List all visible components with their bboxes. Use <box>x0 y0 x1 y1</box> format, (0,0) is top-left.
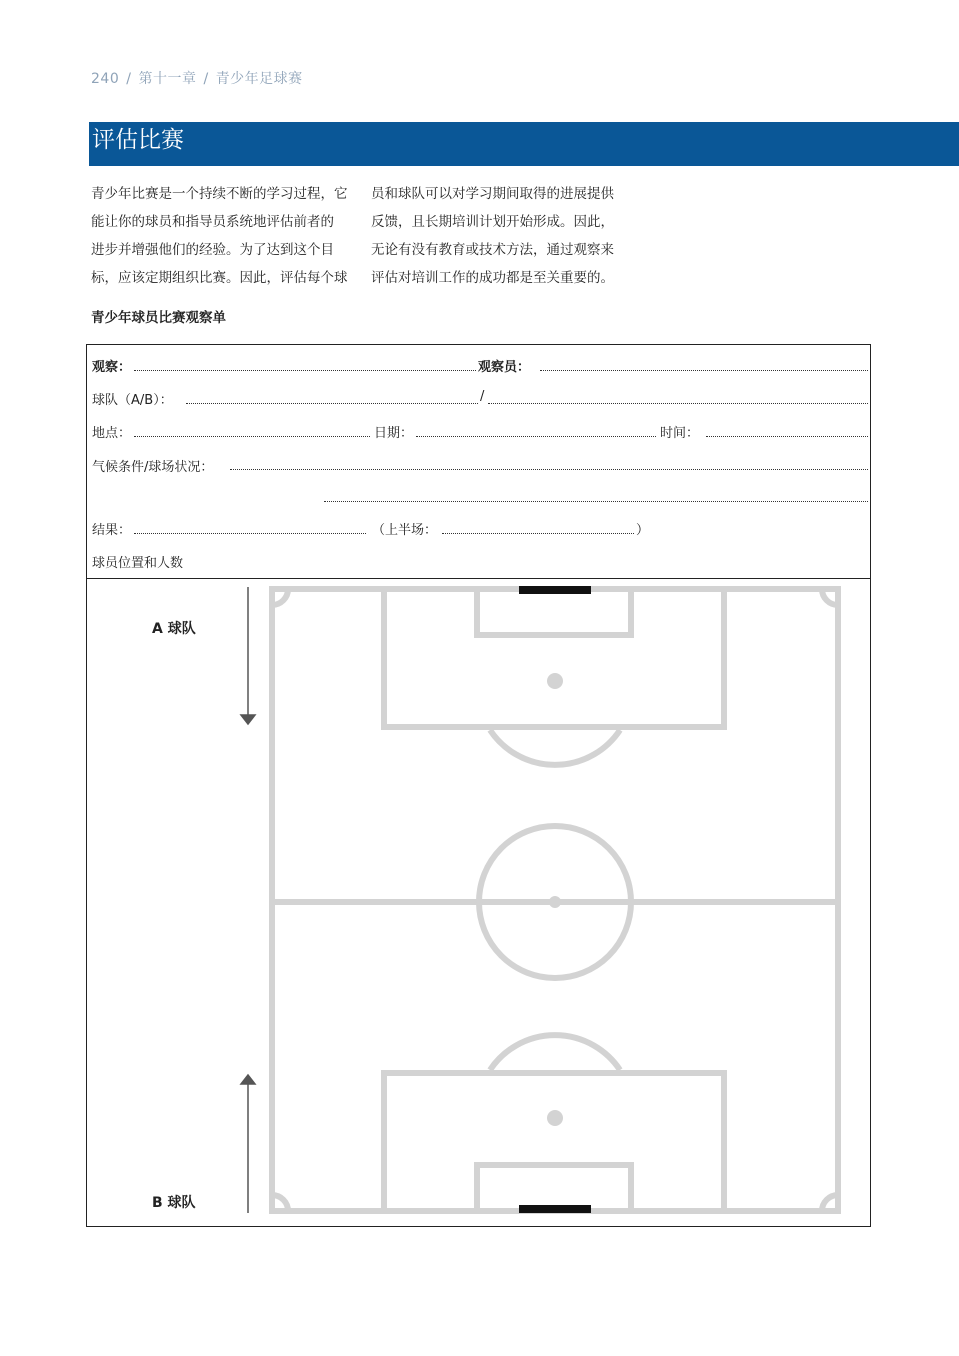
team-b-arrow-head <box>241 1075 255 1084</box>
team-a-arrow-head <box>241 715 255 724</box>
top-goal <box>519 586 591 594</box>
team-slash: / <box>480 389 485 404</box>
intro-line: 反馈，且长期培训计划开始形成。因此， <box>371 214 614 230</box>
date-field[interactable] <box>416 436 656 437</box>
section-banner <box>89 122 959 166</box>
top-penalty-area <box>384 589 724 727</box>
soccer-pitch-diagram <box>86 579 871 1227</box>
halftime-field[interactable] <box>442 533 634 534</box>
time-label: 时间： <box>660 426 700 441</box>
result-label: 结果： <box>92 523 132 538</box>
top-penalty-spot <box>547 673 563 689</box>
team-label: 球队（A/B）： <box>92 393 173 408</box>
page-number: 240 <box>91 71 120 87</box>
bottom-penalty-area <box>384 1073 724 1211</box>
running-header <box>91 68 303 88</box>
observe-label: 观察： <box>92 360 132 375</box>
header-separator: / <box>126 71 132 87</box>
top-penalty-arc <box>490 730 620 765</box>
positions-label: 球员位置和人数 <box>92 556 184 571</box>
center-spot <box>549 896 561 908</box>
intro-line: 青少年比赛是一个持续不断的学习过程，它 <box>91 186 348 202</box>
top-goal-area <box>477 589 631 635</box>
observer-label: 观察员： <box>478 360 531 375</box>
team-a-label: A 球队 <box>152 621 196 637</box>
time-field[interactable] <box>706 436 868 437</box>
halftime-close: ） <box>636 523 650 538</box>
team-b-field[interactable] <box>488 403 868 404</box>
intro-line: 进步并增强他们的经验。为了达到这个目 <box>91 242 334 258</box>
chapter-label: 第十一章 <box>138 71 197 87</box>
location-label: 地点： <box>92 426 132 441</box>
weather-field-continued[interactable] <box>324 501 868 502</box>
chapter-title: 青少年足球赛 <box>215 71 303 87</box>
intro-line: 评估对培训工作的成功都是至关重要的。 <box>371 270 614 286</box>
date-label: 日期： <box>374 426 414 441</box>
weather-label: 气候条件/球场状况： <box>92 460 214 475</box>
section-title: 评估比赛 <box>92 127 184 153</box>
weather-field[interactable] <box>230 469 868 470</box>
intro-line: 能让你的球员和指导员系统地评估前者的 <box>91 214 334 230</box>
intro-line: 无论有没有教育或技术方法，通过观察来 <box>371 242 614 258</box>
header-separator-2: / <box>203 71 209 87</box>
halftime-label: （上半场： <box>372 523 438 538</box>
form-title: 青少年球员比赛观察单 <box>91 310 226 326</box>
intro-column-2 <box>371 180 614 292</box>
bottom-penalty-arc <box>490 1035 620 1070</box>
intro-column-1 <box>91 180 348 292</box>
intro-line: 员和球队可以对学习期间取得的进展提供 <box>371 186 614 202</box>
observe-field[interactable] <box>134 370 476 371</box>
observer-field[interactable] <box>540 370 868 371</box>
bottom-goal-area <box>477 1165 631 1211</box>
intro-line: 标，应该定期组织比赛。因此，评估每个球 <box>91 270 348 286</box>
team-a-field[interactable] <box>186 403 478 404</box>
bottom-goal <box>519 1205 591 1213</box>
team-b-label: B 球队 <box>152 1195 196 1211</box>
location-field[interactable] <box>134 436 370 437</box>
bottom-penalty-spot <box>547 1110 563 1126</box>
result-field[interactable] <box>134 533 366 534</box>
